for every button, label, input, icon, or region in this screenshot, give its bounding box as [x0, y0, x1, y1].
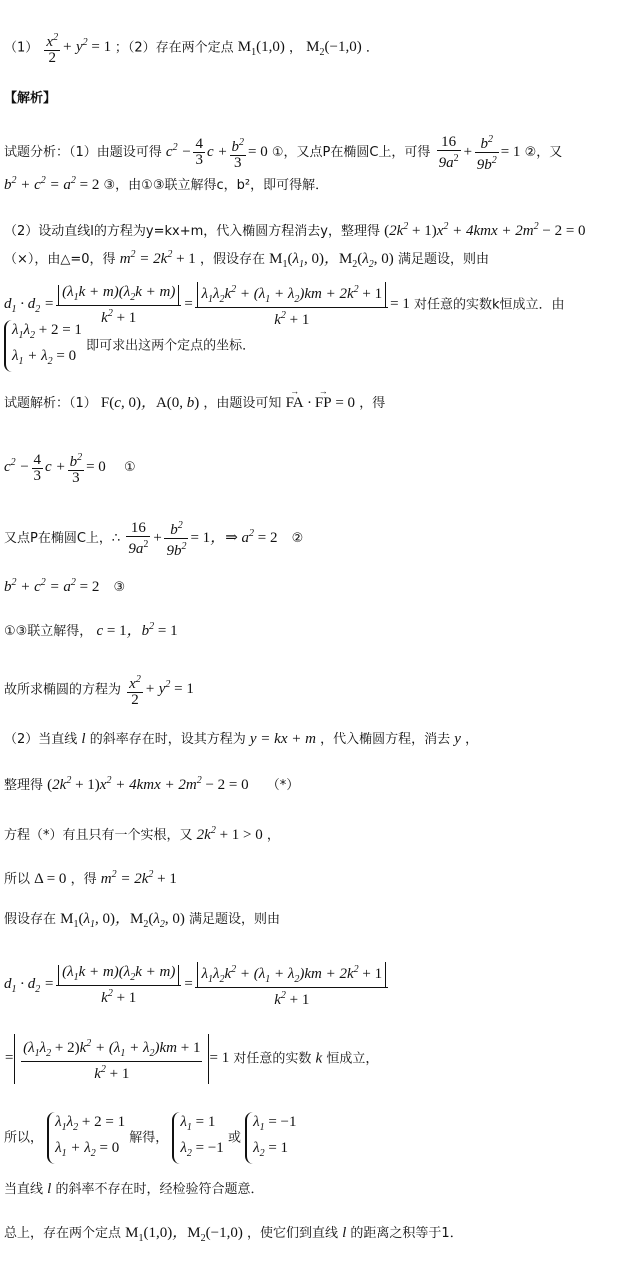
comma: ，	[289, 40, 303, 56]
equation: $b^2 + c^2 = a^2 = 2$	[4, 577, 100, 595]
answer-part1-label: （1）	[4, 40, 39, 56]
analysis-line-4	[4, 244, 624, 276]
solution-text: 试题解析：（1）	[4, 396, 97, 411]
solution-text: 故所求椭圆的方程为	[4, 682, 122, 698]
solution-text: 整理得	[4, 778, 44, 793]
analysis-line-2	[4, 170, 624, 197]
line-symbol: l	[342, 1225, 347, 1241]
discriminant: Δ = 0	[34, 871, 67, 887]
solution-line-15	[4, 1178, 624, 1201]
distance-product-simplified: = $\frac{(\lambda_1\lambda_2 + 2)k^2 + (\lambda_1 + \lambda_2)km + 1}{k^2 + 1}$ = 1	[4, 1050, 229, 1066]
point-m2: $M_2(-1,0)$	[306, 39, 362, 59]
solution-system-1: $\lambda_1 = 1$ $\lambda_2 = -1$	[172, 1112, 223, 1164]
analysis-text: 试题分析：（1）由题设可得	[4, 144, 162, 160]
distance-product: $d_1 \cdot d_2$ = $\frac{(\lambda_1k + m)(\lambda_2k + m)}{k^2 + 1}$ = $\frac{\lambda_1\lambda_2k^2 + (\lambda_1 + \lambda_2)km + 2k^2 + 1}{k^2 + 1}$	[4, 976, 390, 992]
equation-system: $\lambda_1\lambda_2 + 2 = 1$ $\lambda_1 + \lambda_2 = 0$	[47, 1112, 125, 1164]
analysis-text: （×），由△=0，得	[4, 252, 116, 267]
solution-text: 所以	[4, 872, 31, 887]
analysis-text: ③，由①③联立解得c，b²，即可得解．	[103, 178, 329, 193]
period: ．	[365, 40, 379, 56]
equation-system: $\lambda_1\lambda_2 + 2 = 1$ $\lambda_1 + \lambda_2 = 0$	[4, 320, 82, 372]
solution-line-6	[4, 672, 624, 708]
solution-text: 又点P在椭圆C上，∴	[4, 530, 121, 546]
solution-text: 当直线	[4, 1182, 44, 1197]
solution-text: ，得	[359, 396, 386, 411]
answer-part2-label: ；（2）存在两个定点	[114, 40, 234, 56]
solution-line-4	[4, 572, 624, 599]
analysis-text: 即可求出这两个定点的坐标．	[86, 338, 256, 354]
solution-text: ①③联立解得，	[4, 624, 93, 639]
distance-product: $d_1 \cdot d_2$ = $\frac{(\lambda_1k + m)(\lambda_2k + m)}{k^2 + 1}$ = $\frac{\lambda_1\lambda_2k^2 + (\lambda_1 + \lambda_2)km + 2k^2 + 1}{k^2 + 1}$ = 1	[4, 283, 410, 328]
points: $M_1(1,0)$，$M_2(-1,0)$	[125, 1225, 243, 1244]
points: $M_1(\lambda_1$, 0)，$M_2(\lambda_2$, 0)	[60, 911, 185, 930]
ellipse-equation: $\frac{x^2}{2}$ + $y^2 = 1$	[46, 32, 112, 66]
points: $M_1(\lambda_1$, 0)，$M_2(\lambda_2$, 0)	[269, 251, 394, 270]
solution-text: ，由题设可知	[203, 396, 282, 411]
analysis-text: ②，又	[524, 144, 563, 160]
solution-text: 方程（*）有且只有一个实根，又	[4, 828, 193, 843]
solution-text: ，使它们到直线	[246, 1226, 338, 1241]
equation: $\frac{16}{9a^2}$ + $\frac{b^2}{9b^2}$ = 1	[438, 133, 521, 173]
points: F(c, 0)，A(0, b)	[100, 395, 200, 411]
solution-text: 的距离之积等于1．	[350, 1226, 463, 1241]
solution-text: 所以，	[4, 1130, 44, 1146]
solution-text: 或	[227, 1130, 241, 1146]
solution-text: 总上，存在两个定点	[4, 1226, 122, 1241]
solution-system-2: $\lambda_1 = -1$ $\lambda_2 = 1$	[245, 1112, 296, 1164]
line-symbol: l	[81, 731, 86, 747]
analysis-line-3	[4, 216, 624, 243]
equation: $b^2 + c^2 = a^2 = 2$	[4, 175, 100, 193]
solution-line-16	[4, 1222, 624, 1250]
equation: $m^2 = 2k^2 + 1$	[100, 869, 177, 887]
ellipse-equation: $\frac{x^2}{2}$ + $y^2 = 1$	[129, 674, 194, 708]
equation: $(2k^2 + 1)x^2 + 4kmx + 2m^2 - 2 = 0$	[384, 221, 586, 239]
solution-line-3	[4, 518, 624, 559]
analysis-text: 满足题设，则由	[397, 252, 489, 267]
line-equation: y = kx + m	[249, 731, 316, 747]
variable-k: k	[315, 1050, 323, 1067]
equation: $c^2$ − $\frac{4}{3}$ c + $\frac{b^2}{3}$ = 0	[165, 136, 268, 171]
solution-line-9: 方程（*）有且只有一个实根，又 $2k^2 + 1 > 0$ ，	[4, 825, 280, 843]
equation-label: （*）	[266, 778, 300, 793]
equation: $(2k^2 + 1)x^2 + 4kmx + 2m^2 - 2 = 0$	[47, 775, 249, 793]
solution-text: 恒成立，	[326, 1051, 379, 1067]
analysis-line-1	[4, 132, 624, 173]
answer-line	[4, 30, 624, 66]
analysis-text: （2）设动直线l的方程为y=kx+m，代入椭圆方程消去y，整理得	[4, 224, 380, 239]
solution-line-2	[4, 450, 624, 486]
analysis-text: ①，又点P在椭圆C上，可得	[271, 144, 431, 160]
solution-text: 的斜率不存在时，经检验符合题意．	[55, 1182, 264, 1197]
solution-line-11	[4, 908, 624, 936]
solution-line-1	[4, 392, 624, 415]
analysis-text: ，假设存在	[199, 252, 265, 267]
variable-y: y	[454, 731, 461, 747]
solution-text: 的斜率存在时，设其方程为	[89, 732, 246, 747]
equation-number: ①	[123, 460, 136, 476]
solution-line-10	[4, 864, 624, 891]
solution-line-7: （2）当直线 l 的斜率存在时，设其方程为 y = kx + m ，代入椭圆方程，消去 y ，	[4, 731, 479, 747]
solution-text: （2）当直线	[4, 732, 78, 747]
solution-line-8	[4, 770, 624, 797]
equation: $c^2$ − $\frac{4}{3}$ c + $\frac{b^2}{3}$ = 0	[4, 451, 106, 486]
solution-text: 对任意的实数	[233, 1051, 312, 1067]
equation: $m^2 = 2k^2 + 1$	[119, 249, 196, 267]
analysis-line-6	[4, 320, 624, 372]
analysis-header: 【解析】	[4, 91, 57, 106]
inequality: $2k^2 + 1 > 0$	[196, 825, 263, 843]
point-m1: $M_1(1,0)$	[237, 39, 285, 59]
solution-text: ，代入椭圆方程，消去	[320, 732, 451, 747]
solution-line-12	[4, 962, 624, 1008]
solution-text: 满足题设，则由	[189, 912, 281, 927]
solution-line-5	[4, 616, 624, 643]
solution-line-14	[4, 1112, 624, 1164]
equation-number: ②	[291, 530, 304, 546]
line-symbol: l	[47, 1181, 52, 1197]
solution-text: ，得	[70, 872, 97, 887]
equation: c = 1，$b^2 = 1$	[96, 621, 178, 639]
solution-text: 假设存在	[4, 912, 57, 927]
equation-number: ③	[113, 580, 126, 595]
solution-text: 解得，	[129, 1130, 169, 1146]
analysis-text: 对任意的实数k恒成立．由	[413, 297, 565, 313]
vector-dot-product: → FA · → FP = 0	[286, 395, 355, 411]
solution-line-13	[4, 1034, 624, 1084]
equation: $\frac{16}{9a^2}$ + $\frac{b^2}{9b^2}$ = 1，⇒ $a^2 = 2$	[128, 519, 278, 559]
